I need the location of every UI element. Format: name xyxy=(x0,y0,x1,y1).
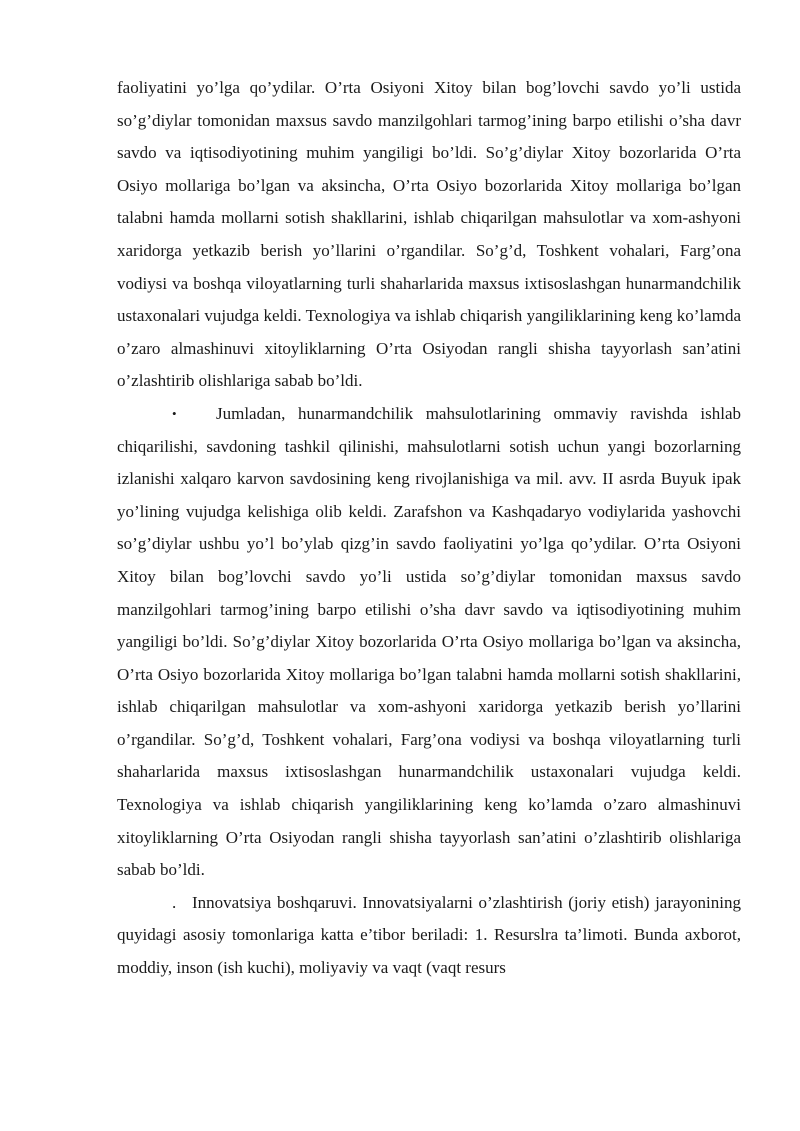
innovation-paragraph xyxy=(117,887,741,985)
paragraph-dot-marker: . xyxy=(172,892,177,912)
paragraph-continuation: faoliyatini yo’lga qo’ydilar. O’rta Osiyoni Xitoy bilan bog’lovchi savdo yo’li ustida so’g’diylar tomonidan maxsus savdo manzilgohlari tarmog’ining barpo etilishi o’sha davr savdo va iqtisodiyotining muhim yangiligi bo’ldi. So’g’diylar Xitoy bozorlarida O’rta Osiyo mollariga bo’lgan va aksincha, O’rta Osiyo bozorlarida Xitoy mollariga bo’lgan talabni hamda mollarni sotish shakllarini, ishlab chiqarilgan mahsulotlar va xom-ashyoni xaridorga yetkazib berish yo’llarini o’rgandilar. So’g’d, Toshkent vohalari, Farg’ona vodiysi va boshqa viloyatlarning turli shaharlarida maxsus ixtisoslashgan hunarmandchilik ustaxonalari vujudga keldi. Texnologiya va ishlab chiqarish yangiliklarining keng ko’lamda o’zaro almashinuvi xitoyliklarning O’rta Osiyodan rangli shisha tayyorlash san’atini o’zlashtirib olishlariga sabab bo’ldi. xyxy=(117,78,741,391)
bullet-paragraph-text: Jumladan, hunarmandchilik mahsulotlarining ommaviy ravishda ishlab chiqarilishi, savdoning tashkil qilinishi, mahsulotlarni sotish uchun yangi bozorlarning izlanishi xalqaro karvon savdosining keng rivojlanishiga va mil. avv. II asrda Buyuk ipak yo’lining vujudga kelishiga olib keldi. Zarafshon va Kashqadaryo vodiylarida yashovchi so’g’diylar ushbu yo’l bo’ylab qizg’in savdo faoliyatini yo’lga qo’ydilar. O’rta Osiyoni Xitoy bilan bog’lovchi savdo yo’li ustida so’g’diylar tomonidan maxsus savdo manzilgohlari tarmog’ining barpo etilishi o’sha davr savdo va iqtisodiyotining muhim yangiligi bo’ldi. So’g’diylar Xitoy bozorlarida O’rta Osiyo mollariga bo’lgan va aksincha, O’rta Osiyo bozorlarida Xitoy mollariga bo’lgan talabni hamda mollarni sotish shakllarini, ishlab chiqarilgan mahsulotlar va xom-ashyoni xaridorga yetkazib berish yo’llarini o’rgandilar. So’g’d, Toshkent vohalari, Farg’ona vodiysi va boshqa viloyatlarning turli shaharlarida maxsus ixtisoslashgan hunarmandchilik ustaxonalari vujudga keldi. Texnologiya va ishlab chiqarish yangiliklarining keng ko’lamda o’zaro almashinuvi xitoyliklarning O’rta Osiyodan rangli shisha tayyorlash san’atini o’zlashtirib olishlariga sabab bo’ldi. xyxy=(117,403,741,880)
bullet-paragraph xyxy=(117,398,741,887)
bullet-icon: • xyxy=(172,405,177,421)
document-page xyxy=(117,72,741,985)
innovation-paragraph-text: Innovatsiya boshqaruvi. Innovatsiyalarni o’zlashtirish (joriy etish) jarayonining quyidagi asosiy tomonlariga katta e’tibor beriladi: 1. Resurslra ta’limoti. Bunda axborot, moddiy, inson (ish kuchi), moliyaviy va vaqt (vaqt resurs xyxy=(117,892,741,978)
